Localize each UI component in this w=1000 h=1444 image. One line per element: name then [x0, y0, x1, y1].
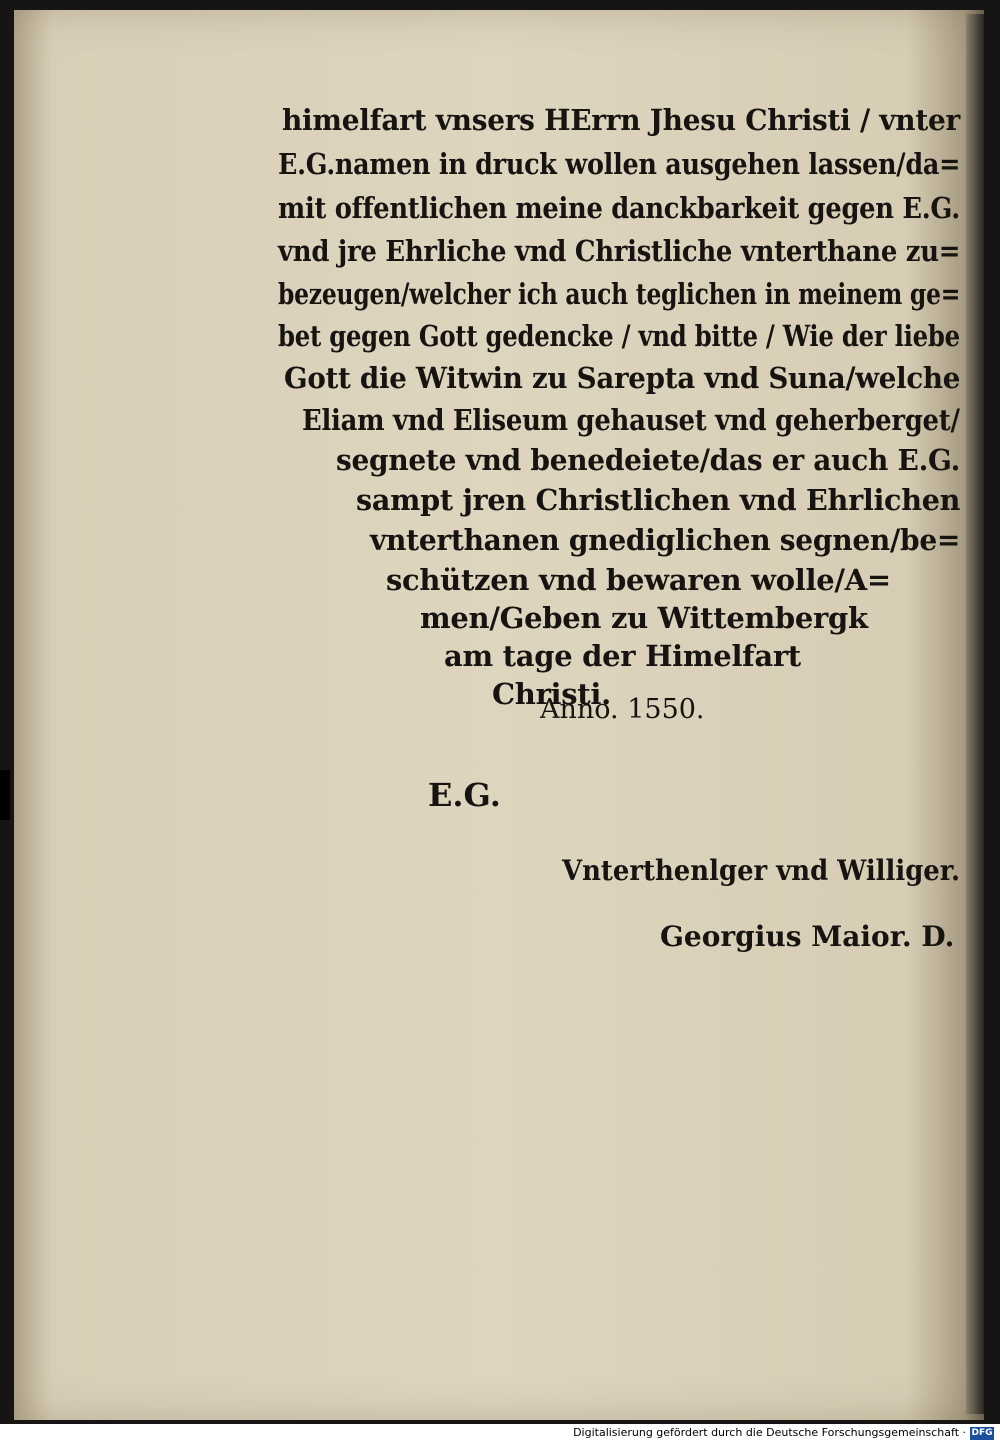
- text-line: vnterthanen gnediglichen segnen/be=: [370, 523, 961, 557]
- signature: Georgius Maior. D.: [660, 920, 955, 953]
- page-edge: [966, 14, 984, 1414]
- text-line: Gott die Witwin zu Sarepta vnd Suna/welche: [284, 361, 961, 395]
- closing-formula: Vnterthenlger vnd Williger.: [562, 854, 961, 887]
- footer-bar: [0, 1424, 1000, 1444]
- text-line: bet gegen Gott gedencke / vnd bitte / Wie der liebe: [278, 319, 960, 353]
- text-line: E.G.namen in druck wollen ausgehen lassen/da=: [278, 147, 961, 181]
- footer-credit: Digitalisierung gefördert durch die Deutsche Forschungsgemeinschaft ·: [573, 1426, 966, 1439]
- text-line: schützen vnd bewaren wolle/A=: [386, 563, 891, 597]
- salutation: E.G.: [428, 776, 501, 814]
- text-line: mit offentlichen meine danckbarkeit gegen E.G.: [278, 191, 960, 225]
- text-line: men/Geben zu Wittembergk: [420, 601, 868, 635]
- text-line: Eliam vnd Eliseum gehauset vnd geherberget/: [302, 403, 960, 437]
- text-line: am tage der Himelfart: [444, 639, 801, 673]
- text-line: segnete vnd benedeiete/das er auch E.G.: [336, 443, 961, 477]
- text-line: bezeugen/welcher ich auch teglichen in meinem ge=: [278, 277, 961, 311]
- text-line: sampt jren Christlichen vnd Ehrlichen: [356, 483, 961, 517]
- page-marker: [0, 770, 10, 820]
- text-line: himelfart vnsers HErrn Jhesu Christi / vnter: [282, 103, 960, 137]
- dfg-logo-icon: DFG: [971, 1428, 993, 1438]
- text-line: Christi.: [492, 677, 611, 711]
- text-line: vnd jre Ehrliche vnd Christliche vnterthane zu=: [278, 234, 961, 268]
- date-line: Anno. 1550.: [540, 694, 705, 725]
